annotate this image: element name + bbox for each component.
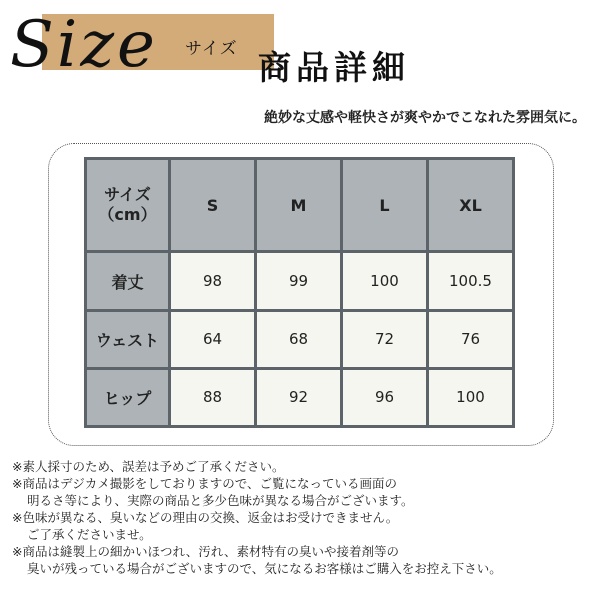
notes-section — [12, 458, 596, 577]
row-label-waist: ウェスト — [86, 310, 170, 368]
note-line: 明るさ等により、実際の商品と多少色味が異なる場合がございます。 — [27, 493, 414, 508]
table-row — [86, 310, 514, 368]
table-cell: 76 — [428, 310, 514, 368]
column-header-xl: XL — [428, 159, 514, 252]
table-row — [86, 252, 514, 310]
table-cell: 100 — [428, 368, 514, 426]
note-line: ※素人採寸のため、誤差は予めご了承ください。 — [12, 459, 285, 474]
table-cell: 100 — [342, 252, 428, 310]
corner-label-size: サイズ — [104, 185, 151, 205]
size-kana-label: サイズ — [185, 39, 238, 59]
column-header-l: L — [342, 159, 428, 252]
table-cell: 88 — [170, 368, 256, 426]
table-row — [86, 368, 514, 426]
table-cell: 68 — [256, 310, 342, 368]
column-header-s: S — [170, 159, 256, 252]
table-cell: 96 — [342, 368, 428, 426]
note-line: ご了承くださいませ。 — [27, 527, 152, 542]
column-header-m: M — [256, 159, 342, 252]
note-line: ※色味が異なる、臭いなどの理由の交換、返金はお受けできません。 — [12, 510, 399, 525]
note-line: ※商品はデジカメ撮影をしておりますので、ご覧になっている画面の — [12, 476, 397, 491]
row-label-hip: ヒップ — [86, 368, 170, 426]
table-cell: 92 — [256, 368, 342, 426]
table-cell: 72 — [342, 310, 428, 368]
tagline: 絶妙な丈感や軽快さが爽やかでこなれた雰囲気に。 — [264, 110, 586, 126]
table-cell: 100.5 — [428, 252, 514, 310]
size-table — [84, 157, 515, 428]
page-title: 商品詳細 — [258, 48, 410, 87]
note-line: ※商品は縫製上の細かいほつれ、汚れ、素材特有の臭いや接着剤等の — [12, 544, 399, 559]
table-cell: 64 — [170, 310, 256, 368]
size-script-heading: Size — [10, 8, 158, 82]
note-line: 臭いが残っている場合がございますので、気になるお客様はご購入をお控え下さい。 — [27, 561, 502, 576]
table-cell: 99 — [256, 252, 342, 310]
table-header-row — [86, 159, 514, 252]
row-label-length: 着丈 — [86, 252, 170, 310]
corner-cell — [86, 159, 170, 252]
corner-label-unit: （cm） — [98, 205, 157, 225]
table-cell: 98 — [170, 252, 256, 310]
